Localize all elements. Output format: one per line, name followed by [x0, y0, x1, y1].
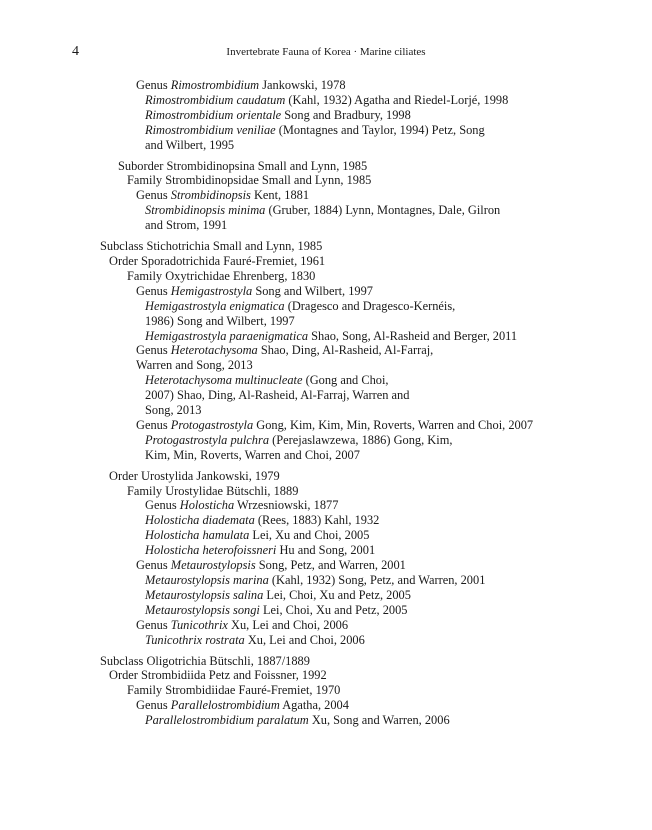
- species-entry: Tunicothrix rostrata Xu, Lei and Choi, 2006: [145, 632, 365, 647]
- order-entry: Order Strombidiida Petz and Foissner, 1992: [109, 668, 327, 683]
- genus-entry: Genus Parallelostrombidium Agatha, 2004: [136, 698, 349, 713]
- species-entry: Strombidinopsis minima (Gruber, 1884) Lynn, Montagnes, Dale, Gilron and Strom, 1991: [145, 203, 501, 233]
- genus-entry: Genus Tunicothrix Xu, Lei and Choi, 2006: [136, 617, 349, 632]
- species-entry: Rimostrombidium orientale Song and Bradbury, 1998: [145, 107, 411, 122]
- species-entry: Hemigastrostyla paraenigmatica Shao, Song, Al-Rasheid and Berger, 2011: [145, 328, 518, 343]
- species-entry: Metaurostylopsis marina (Kahl, 1932) Song, Petz, and Warren, 2001: [145, 573, 486, 587]
- family-entry: Family Strombidiidae Fauré-Fremiet, 1970: [127, 683, 341, 698]
- species-entry: Hemigastrostyla enigmatica (Dragesco and Dragesco-Kernéis, 1986) Song and Wilbert, 1997: [145, 298, 456, 328]
- order-entry: Order Sporadotrichida Fauré-Fremiet, 1961: [109, 253, 326, 268]
- subclass-entry: Subclass Oligotrichia Bütschli, 1887/1889: [100, 653, 310, 668]
- family-entry: Family Strombidinopsidae Small and Lynn, 1985: [127, 173, 372, 188]
- species-entry: Protogastrostyla pulchra (Perejaslawzewa, 1886) Gong, Kim, Kim, Min, Roverts, Warren and Choi, 2007: [145, 432, 453, 462]
- species-entry: Parallelostrombidium paralatum Xu, Song and Warren, 2006: [145, 713, 450, 728]
- subclass-entry: Subclass Stichotrichia Small and Lynn, 1985: [100, 239, 323, 254]
- species-entry: Rimostrombidium caudatum (Kahl, 1932) Agatha and Riedel-Lorjé, 1998: [145, 92, 509, 107]
- family-entry: Family Oxytrichidae Ehrenberg, 1830: [127, 268, 316, 283]
- species-entry: Metaurostylopsis songi Lei, Choi, Xu and Petz, 2005: [145, 602, 408, 617]
- taxonomy-list: [0, 78, 652, 728]
- genus-entry: Genus Holosticha Wrzesniowski, 1877: [145, 498, 339, 513]
- page-number: 4: [72, 44, 79, 59]
- genus-entry: Genus Protogastrostyla Gong, Kim, Kim, Min, Roverts, Warren and Choi, 2007: [136, 417, 534, 432]
- suborder-entry: Suborder Strombidinopsina Small and Lynn, 1985: [118, 158, 368, 173]
- genus-entry: Genus Metaurostylopsis Song, Petz, and Warren, 2001: [136, 558, 406, 573]
- family-entry: Family Urostylidae Bütschli, 1889: [127, 483, 299, 498]
- running-head: Invertebrate Fauna of Korea · Marine ciliates: [226, 46, 426, 58]
- genus-entry: Genus Heterotachysoma Shao, Ding, Al-Rasheid, Al-Farraj, Warren and Song, 2013: [136, 343, 434, 373]
- species-entry: Holosticha heterofoissneri Hu and Song, 2001: [145, 543, 376, 558]
- species-entry: Rimostrombidium veniliae (Montagnes and Taylor, 1994) Petz, Song and Wilbert, 1995: [145, 122, 485, 152]
- species-entry: Holosticha diademata (Rees, 1883) Kahl, 1932: [145, 513, 380, 528]
- genus-entry: Genus Hemigastrostyla Song and Wilbert, 1997: [136, 283, 373, 298]
- species-entry: Metaurostylopsis salina Lei, Choi, Xu and Petz, 2005: [145, 587, 411, 602]
- species-entry: Holosticha hamulata Lei, Xu and Choi, 2005: [145, 528, 370, 543]
- species-entry: Heterotachysoma multinucleate (Gong and Choi, 2007) Shao, Ding, Al-Rasheid, Al-Farraj, Warren and Song, 2013: [145, 373, 410, 418]
- genus-entry: Genus Strombidinopsis Kent, 1881: [136, 188, 310, 203]
- genus-entry: Genus Rimostrombidium Jankowski, 1978: [136, 78, 346, 92]
- order-entry: Order Urostylida Jankowski, 1979: [109, 468, 280, 483]
